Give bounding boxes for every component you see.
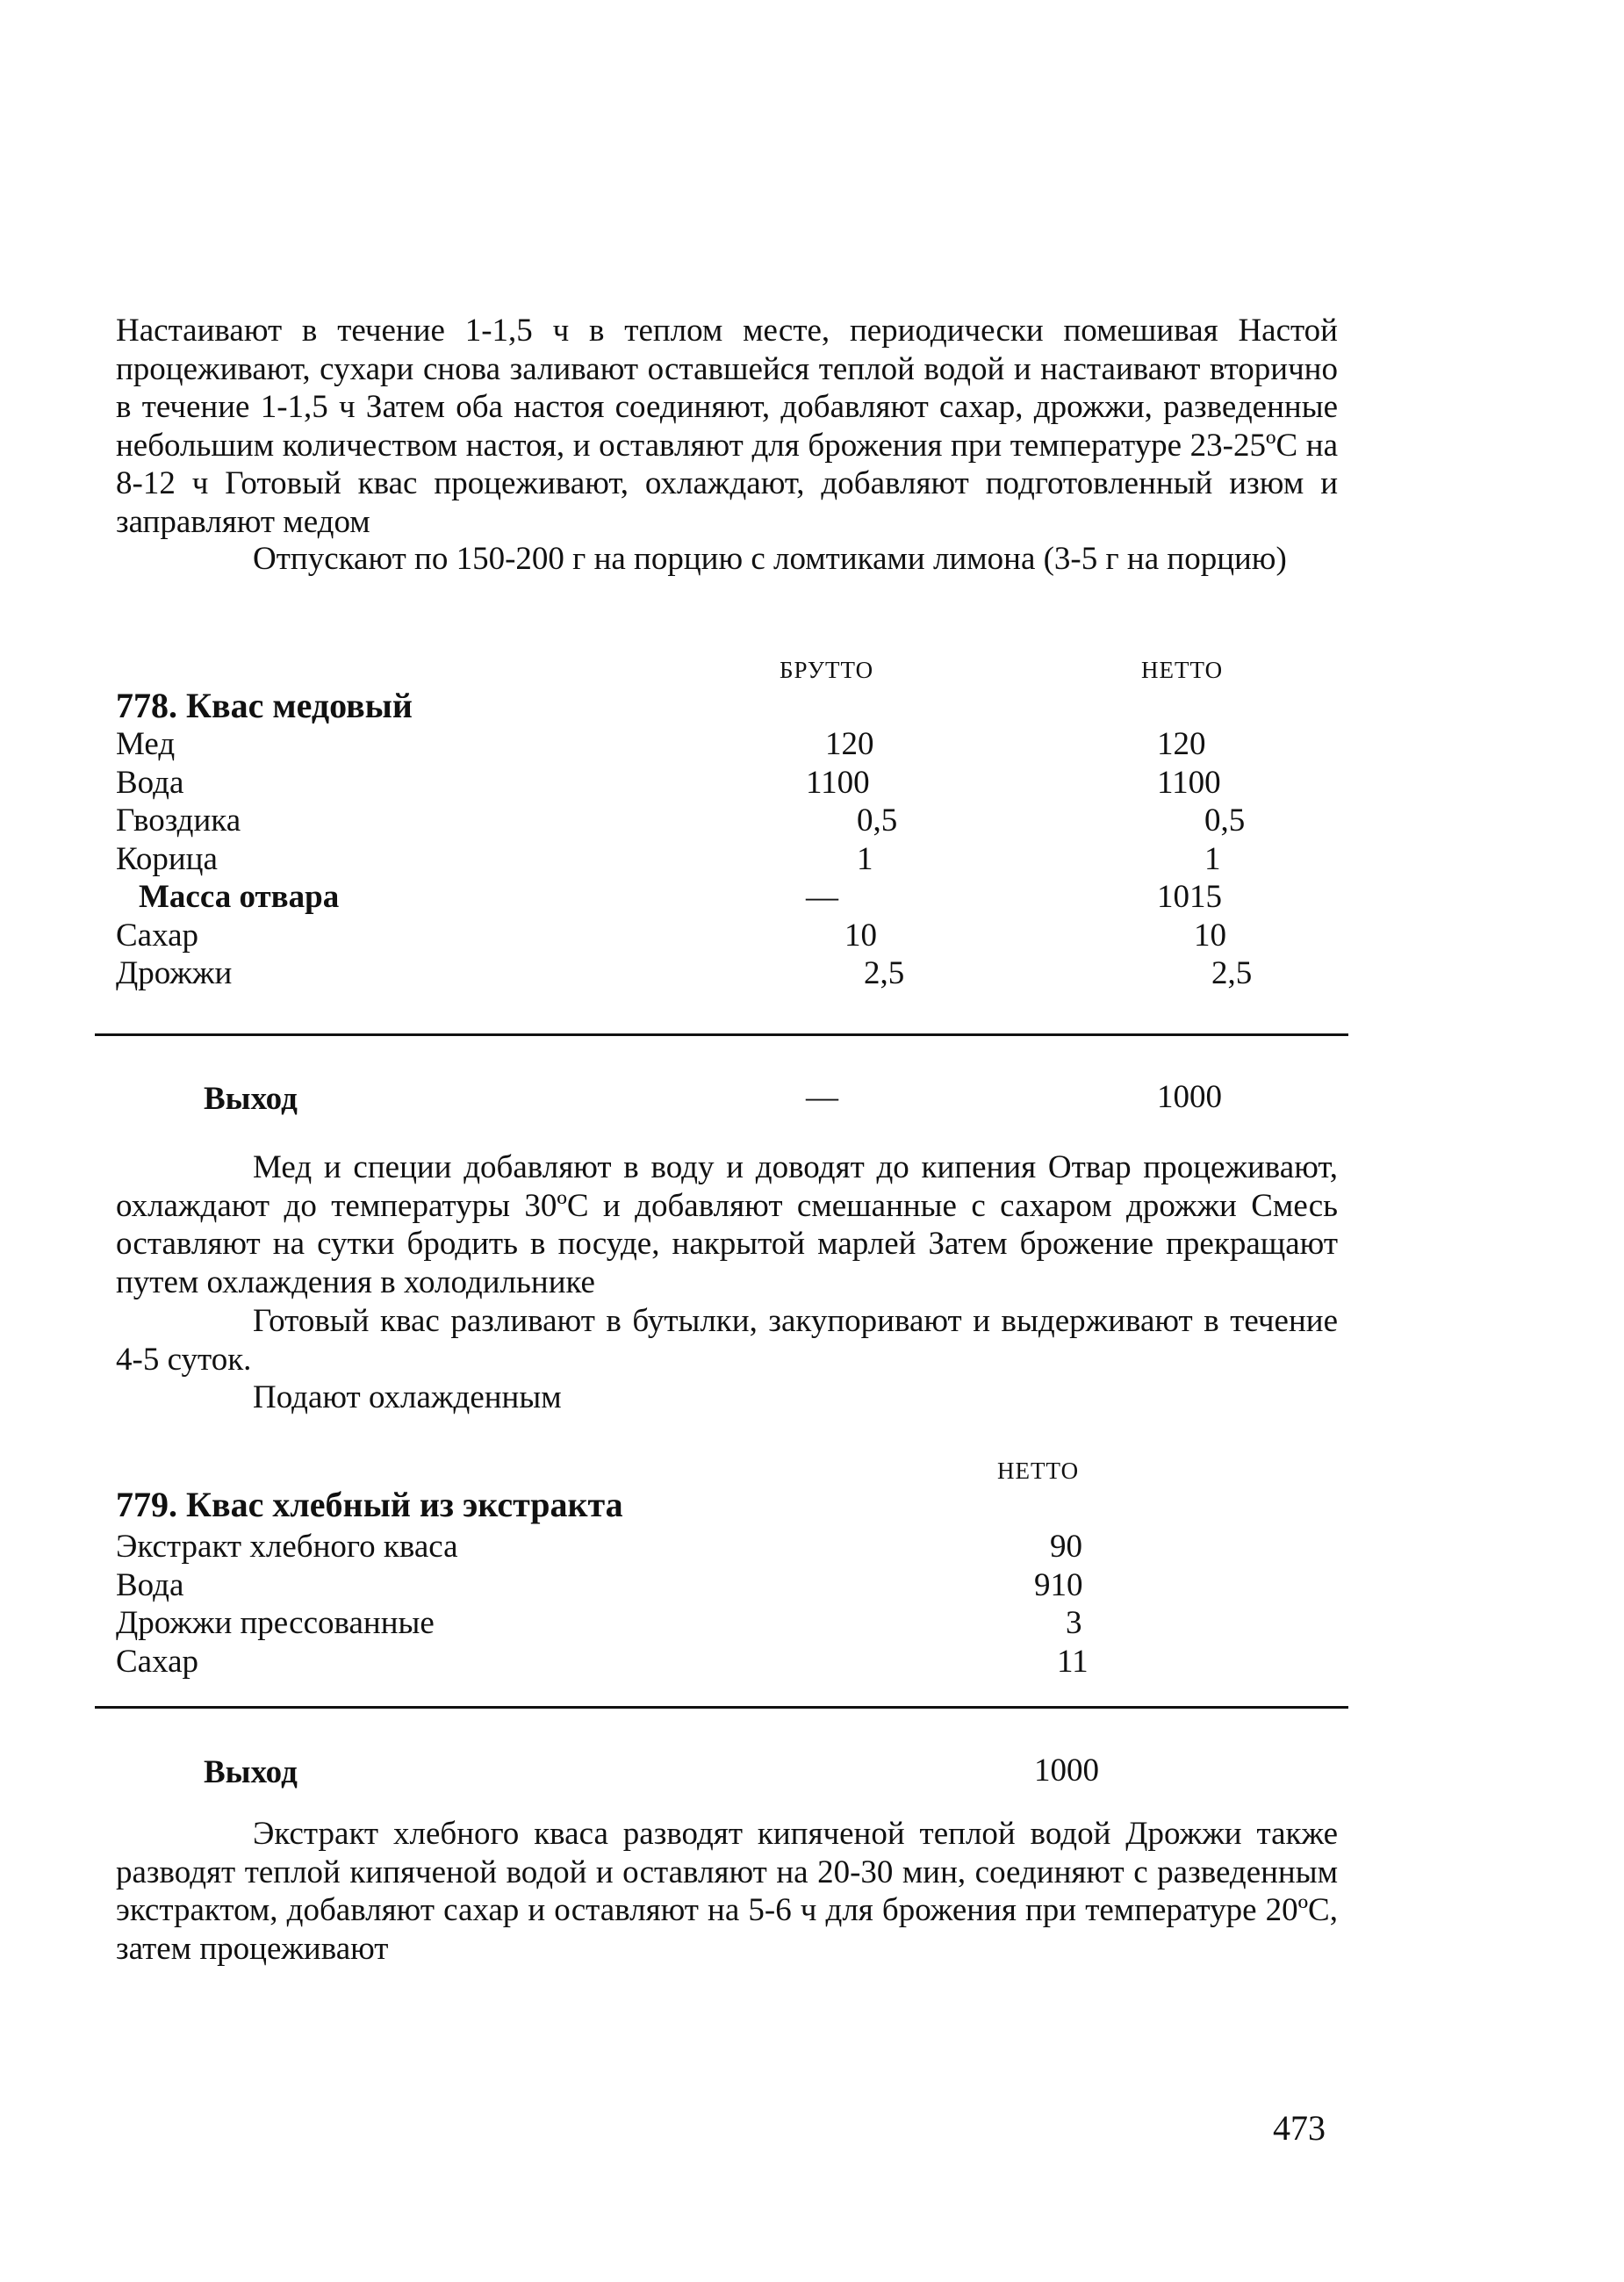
- ingredient-brutto: 0,5: [857, 803, 898, 839]
- ingredient-row: [116, 878, 1257, 917]
- ingredient-name: Вода: [116, 764, 184, 801]
- ingredient-brutto: 1100: [806, 764, 870, 801]
- ingredient-brutto: 10: [844, 917, 877, 954]
- ingredient-name: Мед: [116, 726, 176, 762]
- ingredient-name: Сахар: [116, 1643, 199, 1680]
- ingredient-brutto: 120: [825, 726, 874, 762]
- ingredient-name: Экстракт хлебного кваса: [116, 1529, 458, 1565]
- recipe-778-paragraph-1: Мед и специи добавляют в воду и доводят до кипения Отвар процеживают, охлаждают до температуры 30ºС и добавляют смешанные с сахаром дрожжи Смесь оставляют на сутки бродить в посуде, накрытой марлей Затем брожение прекращают путем охлаждения в холодильнике: [116, 1149, 1338, 1300]
- ingredient-name: Сахар: [116, 917, 199, 954]
- ingredient-row: [116, 1566, 1257, 1605]
- ingredient-netto: 910: [1034, 1566, 1083, 1603]
- recipe-778-ingredients: [116, 725, 1257, 993]
- ingredient-name: Корица: [116, 840, 218, 877]
- ingredient-netto: 0,5: [1204, 803, 1246, 839]
- ingredient-brutto: —: [806, 879, 838, 915]
- ingredient-netto: 1: [1204, 840, 1221, 877]
- ingredient-netto: 3: [1066, 1605, 1082, 1641]
- ingredient-netto: 10: [1194, 917, 1226, 954]
- ingredient-name: Вода: [116, 1566, 184, 1603]
- ingredient-netto: 1100: [1157, 764, 1221, 801]
- intro-paragraph-1: Настаивают в течение 1-1,5 ч в теплом месте, периодически помешивая Настой процеживают, сухари снова заливают оставшейся теплой водой и настаивают вторично в течение 1-1,5 ч Затем оба настоя соединяют, добавляют сахар, дрожжи, разведенные небольшим количеством настоя, и оставляют для брожения при температуре 23-25ºС на 8-12 ч Готовый квас процеживают, охлаждают, добавляют подготовленный изюм и заправляют медом: [116, 313, 1338, 540]
- column-header-netto: НЕТТО: [1141, 657, 1224, 683]
- ingredient-brutto: 1: [857, 840, 873, 877]
- ingredient-name: Гвоздика: [116, 803, 241, 839]
- recipe-778-paragraph-2: Готовый квас разливают в бутылки, закупоривают и выдерживают в течение 4-5 суток.: [116, 1303, 1338, 1378]
- recipe-778-yield-brutto: —: [806, 1079, 838, 1115]
- column-header-netto: НЕТТО: [997, 1458, 1080, 1484]
- recipe-778-paragraph-3: Подают охлажденным: [253, 1379, 562, 1415]
- recipe-778-title: 778. Квас медовый: [116, 686, 413, 725]
- ingredient-row: [116, 1604, 1257, 1643]
- ingredient-row: [116, 764, 1257, 803]
- ingredient-row: [116, 802, 1257, 840]
- recipe-778-yield-netto: 1000: [1157, 1079, 1222, 1115]
- ingredient-row: [116, 917, 1257, 955]
- recipe-779-title: 779. Квас хлебный из экстракта: [116, 1485, 623, 1524]
- recipe-779-yield-label: Выход: [204, 1754, 298, 1790]
- ingredient-name: Дрожжи прессованные: [116, 1605, 435, 1641]
- ingredient-row: [116, 1528, 1257, 1566]
- ingredient-name: Масса отвара: [139, 879, 340, 915]
- ingredient-netto: 120: [1157, 726, 1206, 762]
- page-number: 473: [1273, 2108, 1326, 2148]
- ingredient-netto: 1015: [1157, 879, 1222, 915]
- ingredient-name: Дрожжи: [116, 955, 233, 991]
- recipe-779-ingredients: [116, 1528, 1257, 1681]
- ingredient-row: [116, 725, 1257, 764]
- ingredient-netto: 90: [1050, 1529, 1082, 1565]
- ingredient-row: [116, 1643, 1257, 1681]
- recipe-779-yield-netto: 1000: [1034, 1753, 1099, 1789]
- recipe-779-paragraph-1: Экстракт хлебного кваса разводят кипяченой теплой водой Дрожжи также разводят теплой кипяченой водой и оставляют на 20-30 мин, соединяют с разведенным экстрактом, добавляют сахар и оставляют на 5-6 ч для брожения при температуре 20ºС, затем процеживают: [116, 1816, 1338, 1967]
- ingredient-row: [116, 840, 1257, 879]
- column-header-brutto: БРУТТО: [780, 657, 874, 683]
- ingredient-netto: 2,5: [1211, 955, 1253, 991]
- intro-paragraph-2: Отпускают по 150-200 г на порцию с ломтиками лимона (3-5 г на порцию): [253, 541, 1287, 577]
- recipe-778-yield-label: Выход: [204, 1081, 298, 1117]
- ingredient-netto: 11: [1057, 1643, 1089, 1680]
- table-divider: [95, 1033, 1348, 1036]
- table-divider: [95, 1706, 1348, 1709]
- ingredient-brutto: 2,5: [864, 955, 905, 991]
- ingredient-row: [116, 954, 1257, 993]
